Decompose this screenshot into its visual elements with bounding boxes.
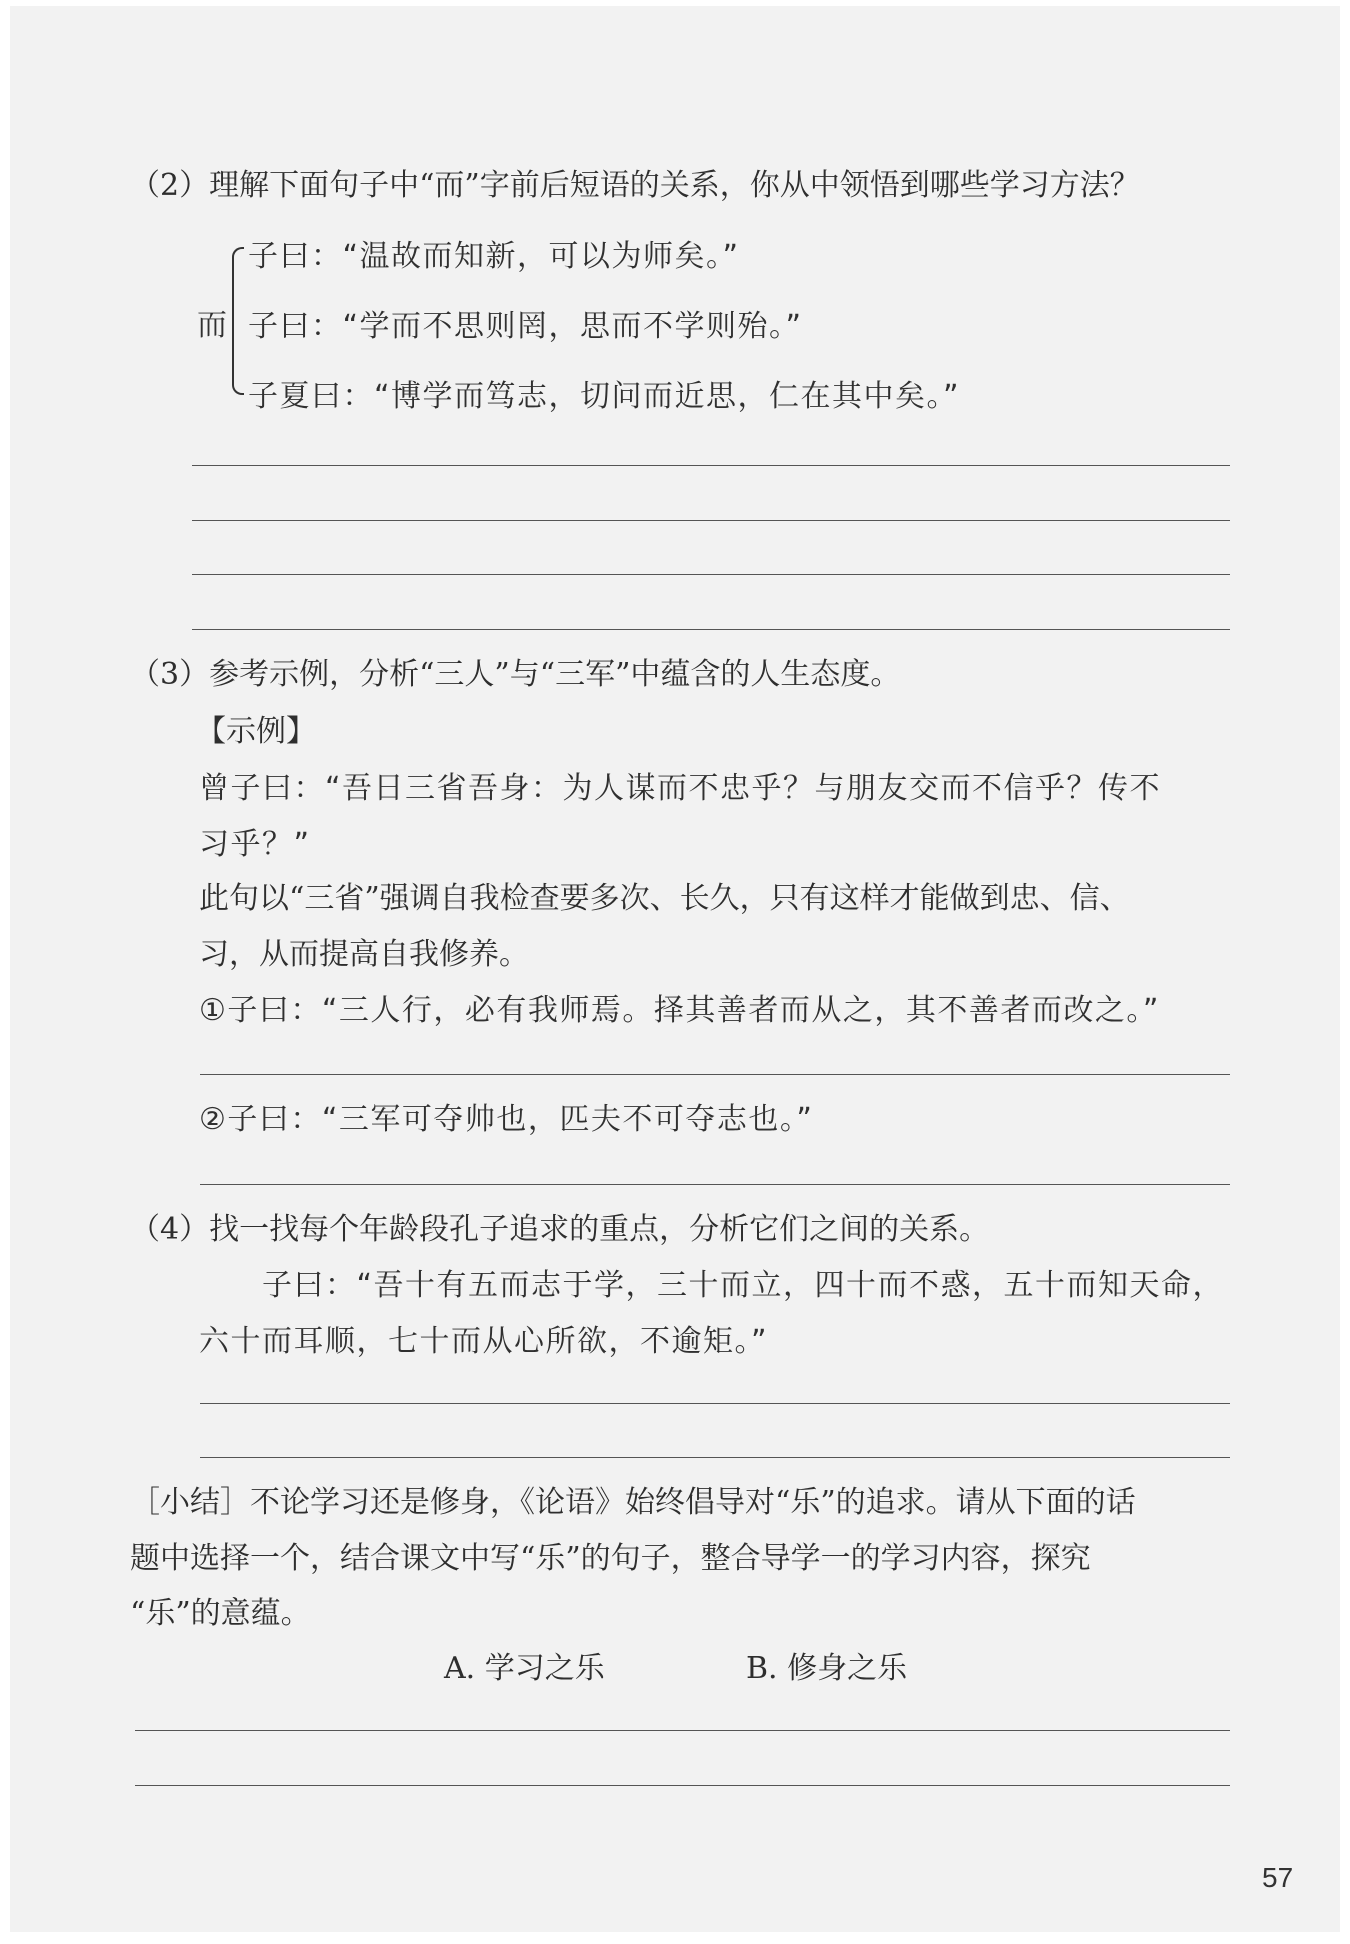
summary-line-1: ［小结］不论学习还是修身，《论语》始终倡导对“乐”的追求。请从下面的话 <box>130 1485 1136 1520</box>
answer-line[interactable] <box>192 520 1230 521</box>
question-3-prompt: （3）参考示例，分析“三人”与“三军”中蕴含的人生态度。 <box>130 657 901 692</box>
answer-line[interactable] <box>135 1730 1230 1731</box>
answer-line[interactable] <box>192 574 1230 575</box>
option-b: B. 修身之乐 <box>746 1651 908 1686</box>
quote-1: 子曰：“温故而知新，可以为师矣。” <box>248 239 740 274</box>
q4-quote-line-1: 子曰：“吾十有五而志于学，三十而立，四十而不惑，五十而知天命， <box>262 1268 1225 1303</box>
answer-line[interactable] <box>192 629 1230 630</box>
example-note-line-1: 此句以“三省”强调自我检查要多次、长久，只有这样才能做到忠、信、 <box>199 881 1130 916</box>
quote-3: 子夏曰：“博学而笃志，切问而近思，仁在其中矣。” <box>248 379 961 414</box>
q3-item-2: ②子曰：“三军可夺帅也，匹夫不可夺志也。” <box>199 1102 814 1137</box>
summary-line-3: “乐”的意蕴。 <box>130 1596 311 1631</box>
brace-character: 而 <box>197 308 229 343</box>
question-2-prompt: （2）理解下面句子中“而”字前后短语的关系，你从中领悟到哪些学习方法？ <box>130 168 1140 203</box>
answer-line[interactable] <box>200 1457 1230 1458</box>
example-note-line-2: 习，从而提高自我修养。 <box>199 937 529 972</box>
q4-quote-line-2: 六十而耳顺，七十而从心所欲，不逾矩。” <box>199 1324 769 1359</box>
answer-line[interactable] <box>200 1184 1230 1185</box>
page-number: 57 <box>1262 1862 1294 1893</box>
workbook-page <box>10 6 1340 1932</box>
brace <box>232 247 244 395</box>
answer-line[interactable] <box>192 465 1230 466</box>
summary-line-2: 题中选择一个，结合课文中写“乐”的句子，整合导学一的学习内容，探究 <box>130 1541 1091 1576</box>
answer-line[interactable] <box>135 1785 1230 1786</box>
example-label: 【示例】 <box>196 714 316 749</box>
question-4-prompt: （4）找一找每个年龄段孔子追求的重点，分析它们之间的关系。 <box>130 1212 990 1247</box>
example-quote-line-1: 曾子曰：“吾日三省吾身：为人谋而不忠乎？与朋友交而不信乎？传不 <box>199 771 1162 806</box>
answer-line[interactable] <box>200 1074 1230 1075</box>
answer-line[interactable] <box>200 1403 1230 1404</box>
quote-2: 子曰：“学而不思则罔，思而不学则殆。” <box>248 309 803 344</box>
option-a: A. 学习之乐 <box>444 1651 605 1686</box>
example-quote-line-2: 习乎？” <box>199 827 311 862</box>
q3-item-1: ①子曰：“三人行，必有我师焉。择其善者而从之，其不善者而改之。” <box>199 993 1160 1028</box>
